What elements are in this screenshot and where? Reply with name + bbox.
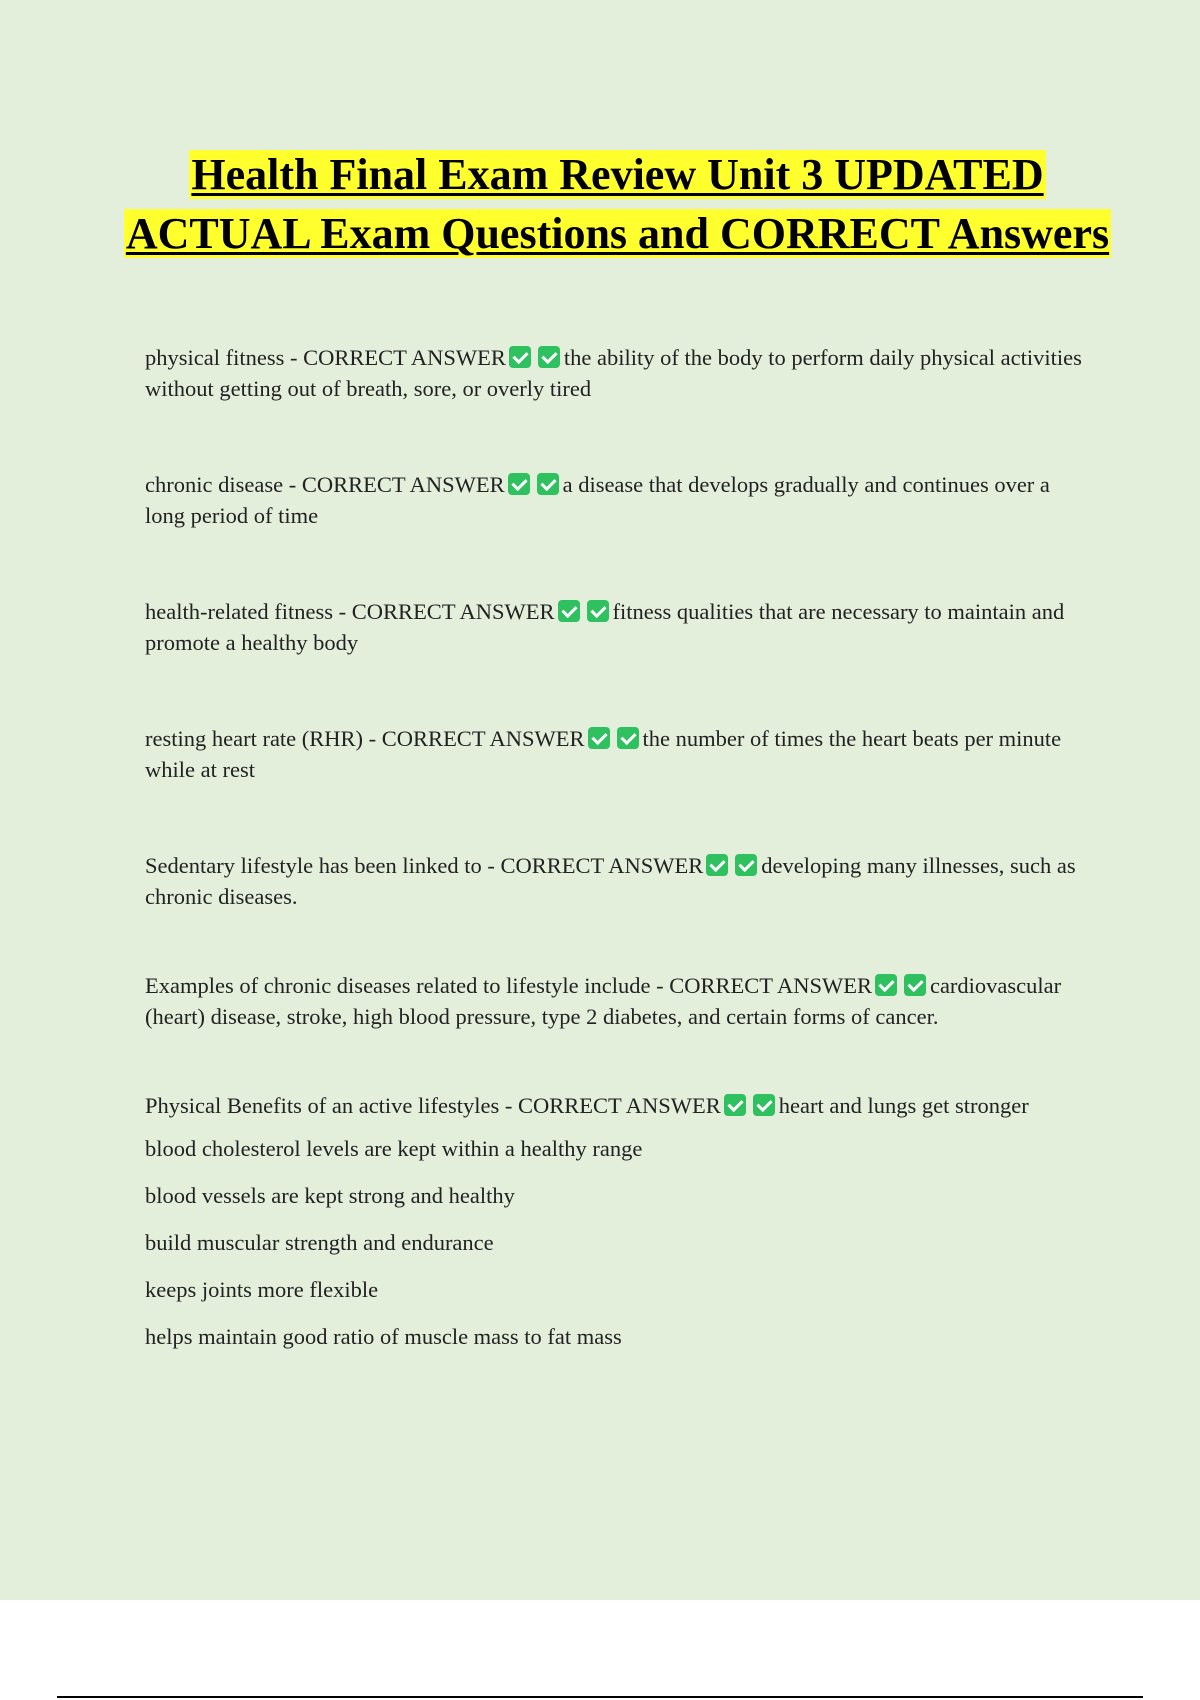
check-mark-icon — [538, 346, 560, 368]
qa-entry: health-related fitness - CORRECT ANSWER fitness qualities that are necessary to maintain and promote a healthy body — [145, 599, 1065, 655]
qa-term: Physical Benefits of an active lifestyles — [145, 1093, 500, 1118]
check-mark-icon — [508, 473, 530, 495]
qa-entry: Sedentary lifestyle has been linked to - CORRECT ANSWER developing many illnesses, such as chronic diseases. — [145, 853, 1076, 909]
check-mark-icon — [724, 1094, 746, 1116]
answer-marker: CORRECT ANSWER — [518, 1093, 721, 1118]
qa-answer: fitness qualities that are necessary to maintain and promote a healthy body — [145, 599, 1065, 655]
qa-entry: Physical Benefits of an active lifestyles - CORRECT ANSWER heart and lungs get stronger — [145, 1093, 1029, 1118]
qa-term: Examples of chronic diseases related to lifestyle include — [145, 973, 651, 998]
list-item: blood vessels are kept strong and healthy — [145, 1183, 515, 1208]
qa-term: resting heart rate (RHR) — [145, 726, 364, 751]
benefits-list — [145, 1133, 1090, 1352]
answer-marker: CORRECT ANSWER — [351, 599, 555, 624]
list-item: keeps joints more flexible — [145, 1277, 379, 1302]
check-mark-icon — [588, 727, 610, 749]
qa-answer: cardiovascular (heart) disease, stroke, high blood pressure, type 2 diabetes, and certain forms of cancer. — [145, 973, 1062, 1029]
list-item: helps maintain good ratio of muscle mass to fat mass — [145, 1324, 622, 1349]
qa-entry: Examples of chronic diseases related to lifestyle include - CORRECT ANSWER cardiovascular (heart) disease, stroke, high blood pressure, type 2 diabetes, and certain forms of cancer. — [145, 973, 1062, 1029]
qa-term: health-related fitness — [145, 599, 334, 624]
qa-entry: physical fitness - CORRECT ANSWER the ability of the body to perform daily physical activities without getting out of breath, sore, or overly tired — [145, 345, 1082, 401]
check-mark-icon — [875, 974, 897, 996]
qa-term: physical fitness — [145, 345, 285, 370]
check-mark-icon — [706, 854, 728, 876]
title-block — [120, 145, 1115, 263]
check-mark-icon — [617, 727, 639, 749]
check-mark-icon — [537, 473, 559, 495]
answer-marker: CORRECT ANSWER — [669, 973, 872, 998]
footer-divider — [57, 1696, 1143, 1698]
check-mark-icon — [558, 600, 580, 622]
qa-list — [145, 342, 1090, 1368]
answer-marker: CORRECT ANSWER — [301, 472, 505, 497]
qa-answer: a disease that develops gradually and continues over a long period of time — [145, 472, 1050, 528]
qa-entry: resting heart rate (RHR) - CORRECT ANSWER the number of times the heart beats per minute while at rest — [145, 726, 1062, 782]
check-mark-icon — [735, 854, 757, 876]
qa-term: chronic disease — [145, 472, 284, 497]
answer-marker: CORRECT ANSWER — [381, 726, 585, 751]
qa-answer: the ability of the body to perform daily physical activities without getting out of breath, sore, or overly tired — [145, 345, 1082, 401]
qa-term: Sedentary lifestyle has been linked to — [145, 853, 482, 878]
qa-answer: the number of times the heart beats per minute while at rest — [145, 726, 1062, 782]
list-item: build muscular strength and endurance — [145, 1230, 494, 1255]
check-mark-icon — [753, 1094, 775, 1116]
check-mark-icon — [904, 974, 926, 996]
check-mark-icon — [509, 346, 531, 368]
list-item: blood cholesterol levels are kept within a healthy range — [145, 1136, 643, 1161]
qa-answer: heart and lungs get stronger — [778, 1093, 1029, 1118]
qa-entry: chronic disease - CORRECT ANSWER a disease that develops gradually and continues over a long period of time — [145, 472, 1050, 528]
document-title: Health Final Exam Review Unit 3 UPDATED ACTUAL Exam Questions and CORRECT Answers — [125, 150, 1110, 258]
answer-marker: CORRECT ANSWER — [500, 853, 704, 878]
check-mark-icon — [587, 600, 609, 622]
answer-marker: CORRECT ANSWER — [303, 345, 506, 370]
qa-answer: developing many illnesses, such as chronic diseases. — [145, 853, 1076, 909]
